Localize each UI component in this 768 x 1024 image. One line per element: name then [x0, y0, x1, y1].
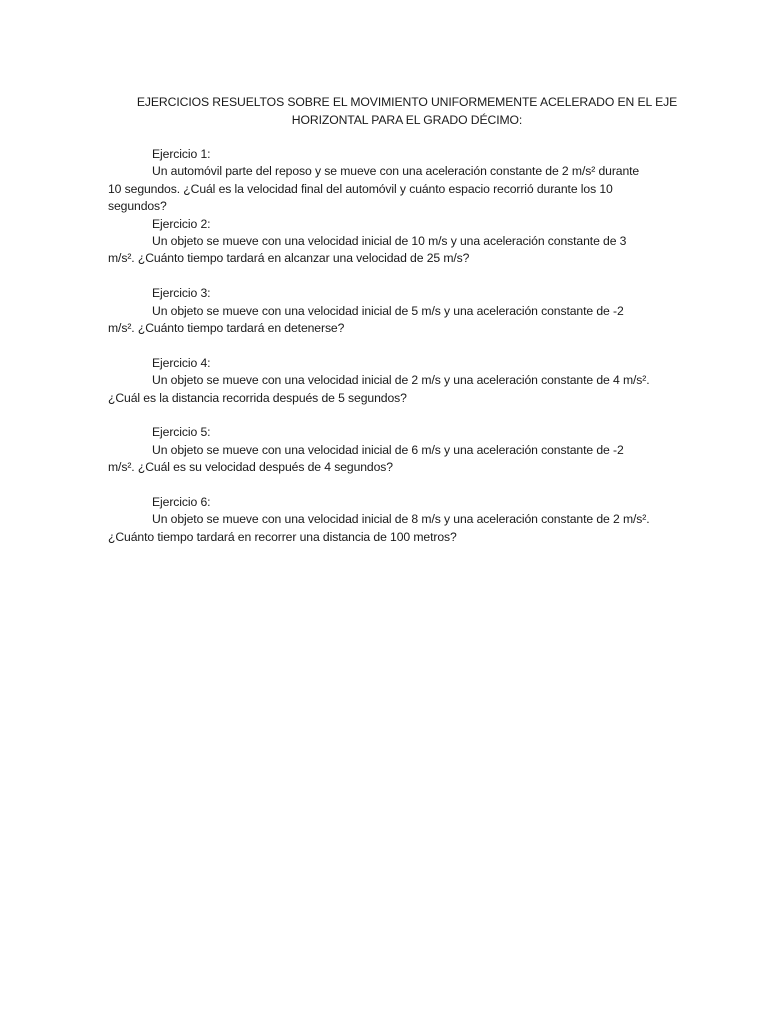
exercise-2: [108, 216, 653, 268]
exercise-1: [108, 146, 653, 216]
exercise-text: Un objeto se mueve con una velocidad inicial de 8 m/s y una aceleración constante de 2 m/s². ¿Cuánto tiempo tardará en recorrer una distancia de 100 metros?: [108, 512, 650, 544]
exercise-text: Un automóvil parte del reposo y se mueve con una aceleración constante de 2 m/s² durante 10 segundos. ¿Cuál es la velocidad final del automóvil y cuánto espacio recorrió durante los 10 segundos?: [108, 164, 640, 214]
exercise-text: Un objeto se mueve con una velocidad inicial de 6 m/s y una aceleración constante de -2 m/s². ¿Cuál es su velocidad después de 4 segundos?: [108, 442, 624, 475]
exercise-heading: Ejercicio 5:: [152, 425, 211, 440]
document-title-line-1: EJERCICIOS RESUELTOS SOBRE EL MOVIMIENTO UNIFORMEMENTE ACELERADO EN EL EJE: [136, 95, 678, 109]
exercise-text: Un objeto se mueve con una velocidad inicial de 2 m/s y una aceleración constante de 4 m/s². ¿Cuál es la distancia recorrida después de 5 segundos?: [108, 373, 650, 405]
exercise-heading: Ejercicio 4:: [152, 355, 211, 370]
exercise-3: [108, 285, 653, 337]
exercise-text: Un objeto se mueve con una velocidad inicial de 10 m/s y una aceleración constante de 3 m/s². ¿Cuánto tiempo tardará en alcanzar una velocidad de 25 m/s?: [108, 234, 627, 266]
exercise-6: [108, 494, 653, 546]
exercise-heading: Ejercicio 1:: [152, 147, 211, 161]
exercise-5: [108, 424, 653, 476]
exercise-heading: Ejercicio 3:: [152, 286, 211, 301]
exercise-heading: Ejercicio 2:: [152, 216, 211, 231]
exercise-heading: Ejercicio 6:: [152, 495, 211, 510]
exercise-list: [108, 146, 653, 546]
exercise-4: [108, 355, 653, 407]
document-title: [108, 94, 706, 129]
exercise-text: Un objeto se mueve con una velocidad inicial de 5 m/s y una aceleración constante de -2 m/s². ¿Cuánto tiempo tardará en detenerse?: [108, 303, 624, 336]
document-title-line-2: HORIZONTAL PARA EL GRADO DÉCIMO:: [291, 112, 523, 127]
